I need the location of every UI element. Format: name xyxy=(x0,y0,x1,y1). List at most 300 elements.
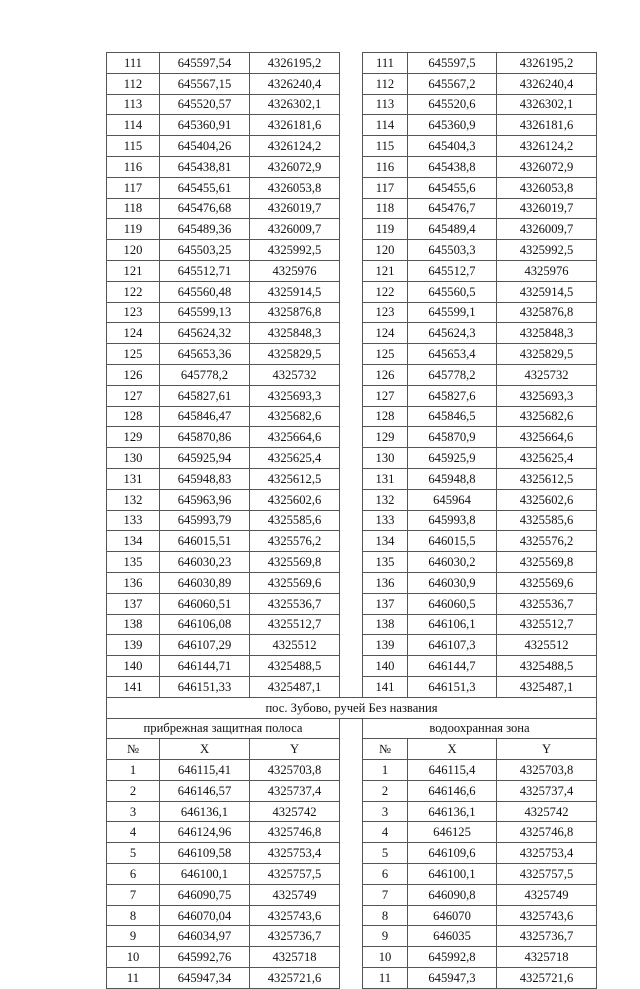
left-point-number: 117 xyxy=(107,177,160,198)
table-row xyxy=(107,926,597,947)
coordinates-document xyxy=(106,52,596,989)
right-point-number: 5 xyxy=(363,843,408,864)
right-point-number: 123 xyxy=(363,302,408,323)
right-y-coordinate: 4325736,7 xyxy=(497,926,597,947)
section-block xyxy=(107,697,597,759)
right-x-coordinate: 645520,6 xyxy=(408,94,497,115)
right-point-number: 7 xyxy=(363,884,408,905)
left-y-coordinate: 4325602,6 xyxy=(250,489,340,510)
left-point-number: 9 xyxy=(107,926,160,947)
right-y-coordinate: 4325718 xyxy=(497,947,597,968)
top-table-body xyxy=(107,53,597,698)
left-y-coordinate: 4325757,5 xyxy=(250,864,340,885)
right-y-coordinate: 4326019,7 xyxy=(497,198,597,219)
table-row xyxy=(107,260,597,281)
coordinates-table xyxy=(106,52,597,989)
right-y-coordinate: 4326195,2 xyxy=(497,53,597,74)
right-col-header-no: № xyxy=(363,739,408,760)
left-point-number: 6 xyxy=(107,864,160,885)
left-y-coordinate: 4325703,8 xyxy=(250,760,340,781)
table-row xyxy=(107,884,597,905)
table-row xyxy=(107,156,597,177)
table-row xyxy=(107,240,597,261)
left-point-number: 10 xyxy=(107,947,160,968)
left-x-coordinate: 645438,81 xyxy=(160,156,250,177)
right-point-number: 112 xyxy=(363,73,408,94)
left-x-coordinate: 645520,57 xyxy=(160,94,250,115)
right-x-coordinate: 646030,9 xyxy=(408,572,497,593)
column-gap xyxy=(340,864,363,885)
right-x-coordinate: 646060,5 xyxy=(408,593,497,614)
right-y-coordinate: 4326124,2 xyxy=(497,136,597,157)
left-point-number: 120 xyxy=(107,240,160,261)
left-col-header-no: № xyxy=(107,739,160,760)
table-row xyxy=(107,510,597,531)
left-col-header-x: X xyxy=(160,739,250,760)
right-y-coordinate: 4326072,9 xyxy=(497,156,597,177)
column-gap xyxy=(340,323,363,344)
table-row xyxy=(107,614,597,635)
column-gap xyxy=(340,177,363,198)
left-y-coordinate: 4325753,4 xyxy=(250,843,340,864)
right-x-coordinate: 645455,6 xyxy=(408,177,497,198)
left-y-coordinate: 4326240,4 xyxy=(250,73,340,94)
left-point-number: 128 xyxy=(107,406,160,427)
right-y-coordinate: 4326302,1 xyxy=(497,94,597,115)
right-point-number: 114 xyxy=(363,115,408,136)
column-gap xyxy=(340,73,363,94)
right-col-header-y: Y xyxy=(497,739,597,760)
right-x-coordinate: 645438,8 xyxy=(408,156,497,177)
left-y-coordinate: 4326124,2 xyxy=(250,136,340,157)
column-gap xyxy=(340,905,363,926)
right-y-coordinate: 4325569,6 xyxy=(497,572,597,593)
column-gap xyxy=(340,385,363,406)
left-x-coordinate: 645404,26 xyxy=(160,136,250,157)
left-point-number: 2 xyxy=(107,780,160,801)
table-row xyxy=(107,281,597,302)
bottom-table-body xyxy=(107,760,597,989)
left-y-coordinate: 4325743,6 xyxy=(250,905,340,926)
right-y-coordinate: 4325829,5 xyxy=(497,344,597,365)
section-title: пос. Зубово, ручей Без названия xyxy=(107,697,597,718)
column-gap xyxy=(340,531,363,552)
right-point-number: 113 xyxy=(363,94,408,115)
left-x-coordinate: 646107,29 xyxy=(160,635,250,656)
right-x-coordinate: 645993,8 xyxy=(408,510,497,531)
right-y-coordinate: 4325602,6 xyxy=(497,489,597,510)
left-point-number: 113 xyxy=(107,94,160,115)
right-point-number: 128 xyxy=(363,406,408,427)
right-y-coordinate: 4325757,5 xyxy=(497,864,597,885)
left-point-number: 115 xyxy=(107,136,160,157)
left-y-coordinate: 4325536,7 xyxy=(250,593,340,614)
right-point-number: 129 xyxy=(363,427,408,448)
right-y-coordinate: 4325914,5 xyxy=(497,281,597,302)
right-x-coordinate: 646107,3 xyxy=(408,635,497,656)
left-y-coordinate: 4326195,2 xyxy=(250,53,340,74)
table-row xyxy=(107,760,597,781)
right-x-coordinate: 646115,4 xyxy=(408,760,497,781)
left-y-coordinate: 4325569,6 xyxy=(250,572,340,593)
right-y-coordinate: 4325737,4 xyxy=(497,780,597,801)
left-x-coordinate: 645455,61 xyxy=(160,177,250,198)
left-x-coordinate: 645597,54 xyxy=(160,53,250,74)
right-x-coordinate: 646090,8 xyxy=(408,884,497,905)
right-y-coordinate: 4325569,8 xyxy=(497,552,597,573)
column-gap xyxy=(340,364,363,385)
column-gap xyxy=(340,94,363,115)
column-gap xyxy=(340,760,363,781)
left-point-number: 125 xyxy=(107,344,160,365)
right-point-number: 11 xyxy=(363,968,408,989)
column-gap xyxy=(340,468,363,489)
left-heading: прибрежная защитная полоса xyxy=(107,718,340,739)
left-y-coordinate: 4325625,4 xyxy=(250,448,340,469)
left-point-number: 137 xyxy=(107,593,160,614)
left-point-number: 139 xyxy=(107,635,160,656)
column-gap xyxy=(340,136,363,157)
left-x-coordinate: 645476,68 xyxy=(160,198,250,219)
left-y-coordinate: 4325742 xyxy=(250,801,340,822)
left-point-number: 1 xyxy=(107,760,160,781)
column-gap xyxy=(340,260,363,281)
right-x-coordinate: 645846,5 xyxy=(408,406,497,427)
right-point-number: 127 xyxy=(363,385,408,406)
left-x-coordinate: 646100,1 xyxy=(160,864,250,885)
right-x-coordinate: 645404,3 xyxy=(408,136,497,157)
table-row xyxy=(107,448,597,469)
right-x-coordinate: 646144,7 xyxy=(408,656,497,677)
column-gap xyxy=(340,780,363,801)
table-row xyxy=(107,864,597,885)
right-y-coordinate: 4325703,8 xyxy=(497,760,597,781)
left-y-coordinate: 4325848,3 xyxy=(250,323,340,344)
left-point-number: 122 xyxy=(107,281,160,302)
right-y-coordinate: 4325992,5 xyxy=(497,240,597,261)
right-y-coordinate: 4325876,8 xyxy=(497,302,597,323)
left-x-coordinate: 645925,94 xyxy=(160,448,250,469)
right-x-coordinate: 646070 xyxy=(408,905,497,926)
right-y-coordinate: 4325664,6 xyxy=(497,427,597,448)
left-x-coordinate: 645567,15 xyxy=(160,73,250,94)
table-row xyxy=(107,489,597,510)
right-y-coordinate: 4326240,4 xyxy=(497,73,597,94)
left-x-coordinate: 645560,48 xyxy=(160,281,250,302)
right-y-coordinate: 4325749 xyxy=(497,884,597,905)
left-point-number: 4 xyxy=(107,822,160,843)
right-point-number: 9 xyxy=(363,926,408,947)
left-point-number: 127 xyxy=(107,385,160,406)
left-point-number: 5 xyxy=(107,843,160,864)
right-x-coordinate: 645476,7 xyxy=(408,198,497,219)
right-point-number: 133 xyxy=(363,510,408,531)
right-y-coordinate: 4325576,2 xyxy=(497,531,597,552)
right-point-number: 138 xyxy=(363,614,408,635)
right-x-coordinate: 645870,9 xyxy=(408,427,497,448)
right-point-number: 130 xyxy=(363,448,408,469)
column-gap xyxy=(340,739,363,760)
right-x-coordinate: 645567,2 xyxy=(408,73,497,94)
column-gap xyxy=(340,489,363,510)
left-y-coordinate: 4325992,5 xyxy=(250,240,340,261)
column-gap xyxy=(340,843,363,864)
table-row xyxy=(107,364,597,385)
left-x-coordinate: 646151,33 xyxy=(160,676,250,697)
left-y-coordinate: 4325749 xyxy=(250,884,340,905)
left-point-number: 3 xyxy=(107,801,160,822)
left-y-coordinate: 4326053,8 xyxy=(250,177,340,198)
left-x-coordinate: 645360,91 xyxy=(160,115,250,136)
table-row xyxy=(107,115,597,136)
table-row xyxy=(107,947,597,968)
column-gap xyxy=(340,801,363,822)
table-row xyxy=(107,656,597,677)
right-y-coordinate: 4326053,8 xyxy=(497,177,597,198)
left-y-coordinate: 4325829,5 xyxy=(250,344,340,365)
right-x-coordinate: 645827,6 xyxy=(408,385,497,406)
right-x-coordinate: 645560,5 xyxy=(408,281,497,302)
right-point-number: 141 xyxy=(363,676,408,697)
right-x-coordinate: 646136,1 xyxy=(408,801,497,822)
left-y-coordinate: 4326072,9 xyxy=(250,156,340,177)
table-row xyxy=(107,53,597,74)
right-x-coordinate: 645360,9 xyxy=(408,115,497,136)
right-x-coordinate: 645503,3 xyxy=(408,240,497,261)
left-x-coordinate: 645846,47 xyxy=(160,406,250,427)
column-gap xyxy=(340,968,363,989)
left-point-number: 118 xyxy=(107,198,160,219)
column-gap xyxy=(340,676,363,697)
right-y-coordinate: 4325612,5 xyxy=(497,468,597,489)
left-y-coordinate: 4325693,3 xyxy=(250,385,340,406)
column-gap xyxy=(340,718,363,739)
left-point-number: 111 xyxy=(107,53,160,74)
left-point-number: 141 xyxy=(107,676,160,697)
column-gap xyxy=(340,427,363,448)
table-row xyxy=(107,968,597,989)
left-x-coordinate: 646115,41 xyxy=(160,760,250,781)
left-x-coordinate: 645993,79 xyxy=(160,510,250,531)
left-x-coordinate: 645992,76 xyxy=(160,947,250,968)
right-x-coordinate: 646106,1 xyxy=(408,614,497,635)
right-x-coordinate: 645489,4 xyxy=(408,219,497,240)
table-row xyxy=(107,780,597,801)
right-point-number: 122 xyxy=(363,281,408,302)
left-point-number: 112 xyxy=(107,73,160,94)
column-gap xyxy=(340,947,363,968)
right-y-coordinate: 4325848,3 xyxy=(497,323,597,344)
left-point-number: 133 xyxy=(107,510,160,531)
column-gap xyxy=(340,572,363,593)
table-row xyxy=(107,385,597,406)
table-row xyxy=(107,219,597,240)
left-x-coordinate: 645947,34 xyxy=(160,968,250,989)
left-x-coordinate: 646124,96 xyxy=(160,822,250,843)
right-point-number: 115 xyxy=(363,136,408,157)
right-point-number: 124 xyxy=(363,323,408,344)
right-x-coordinate: 645964 xyxy=(408,489,497,510)
left-y-coordinate: 4325746,8 xyxy=(250,822,340,843)
left-point-number: 7 xyxy=(107,884,160,905)
table-row xyxy=(107,822,597,843)
right-point-number: 132 xyxy=(363,489,408,510)
left-y-coordinate: 4325876,8 xyxy=(250,302,340,323)
left-y-coordinate: 4325721,6 xyxy=(250,968,340,989)
table-row xyxy=(107,905,597,926)
left-x-coordinate: 646144,71 xyxy=(160,656,250,677)
column-gap xyxy=(340,240,363,261)
left-x-coordinate: 646070,04 xyxy=(160,905,250,926)
right-point-number: 6 xyxy=(363,864,408,885)
left-x-coordinate: 645489,36 xyxy=(160,219,250,240)
column-gap xyxy=(340,156,363,177)
right-point-number: 8 xyxy=(363,905,408,926)
left-x-coordinate: 645512,71 xyxy=(160,260,250,281)
left-y-coordinate: 4325612,5 xyxy=(250,468,340,489)
left-x-coordinate: 646060,51 xyxy=(160,593,250,614)
table-row xyxy=(107,177,597,198)
left-x-coordinate: 645827,61 xyxy=(160,385,250,406)
table-row xyxy=(107,531,597,552)
right-point-number: 119 xyxy=(363,219,408,240)
left-y-coordinate: 4325487,1 xyxy=(250,676,340,697)
left-col-header-y: Y xyxy=(250,739,340,760)
left-x-coordinate: 645599,13 xyxy=(160,302,250,323)
right-x-coordinate: 645624,3 xyxy=(408,323,497,344)
right-y-coordinate: 4325585,6 xyxy=(497,510,597,531)
right-y-coordinate: 4325625,4 xyxy=(497,448,597,469)
left-y-coordinate: 4326019,7 xyxy=(250,198,340,219)
left-x-coordinate: 646109,58 xyxy=(160,843,250,864)
column-gap xyxy=(340,406,363,427)
right-y-coordinate: 4325753,4 xyxy=(497,843,597,864)
right-point-number: 139 xyxy=(363,635,408,656)
left-point-number: 131 xyxy=(107,468,160,489)
right-point-number: 10 xyxy=(363,947,408,968)
left-x-coordinate: 646030,89 xyxy=(160,572,250,593)
left-x-coordinate: 646106,08 xyxy=(160,614,250,635)
right-x-coordinate: 645512,7 xyxy=(408,260,497,281)
left-y-coordinate: 4325718 xyxy=(250,947,340,968)
left-point-number: 121 xyxy=(107,260,160,281)
right-y-coordinate: 4325487,1 xyxy=(497,676,597,697)
right-point-number: 2 xyxy=(363,780,408,801)
column-gap xyxy=(340,302,363,323)
left-x-coordinate: 645948,83 xyxy=(160,468,250,489)
right-point-number: 120 xyxy=(363,240,408,261)
column-gap xyxy=(340,115,363,136)
right-point-number: 136 xyxy=(363,572,408,593)
table-row xyxy=(107,136,597,157)
left-point-number: 129 xyxy=(107,427,160,448)
left-y-coordinate: 4325732 xyxy=(250,364,340,385)
table-row xyxy=(107,468,597,489)
right-y-coordinate: 4325746,8 xyxy=(497,822,597,843)
right-point-number: 4 xyxy=(363,822,408,843)
left-x-coordinate: 646136,1 xyxy=(160,801,250,822)
table-row xyxy=(107,801,597,822)
right-x-coordinate: 645653,4 xyxy=(408,344,497,365)
left-point-number: 140 xyxy=(107,656,160,677)
column-gap xyxy=(340,593,363,614)
column-gap xyxy=(340,219,363,240)
table-row xyxy=(107,344,597,365)
left-point-number: 123 xyxy=(107,302,160,323)
table-row xyxy=(107,406,597,427)
left-point-number: 136 xyxy=(107,572,160,593)
right-x-coordinate: 645947,3 xyxy=(408,968,497,989)
left-y-coordinate: 4326181,6 xyxy=(250,115,340,136)
left-x-coordinate: 645624,32 xyxy=(160,323,250,344)
right-x-coordinate: 646151,3 xyxy=(408,676,497,697)
table-row xyxy=(107,323,597,344)
left-point-number: 119 xyxy=(107,219,160,240)
column-gap xyxy=(340,614,363,635)
right-heading: водоохранная зона xyxy=(363,718,597,739)
right-x-coordinate: 645597,5 xyxy=(408,53,497,74)
right-y-coordinate: 4325976 xyxy=(497,260,597,281)
left-x-coordinate: 646030,23 xyxy=(160,552,250,573)
left-y-coordinate: 4325736,7 xyxy=(250,926,340,947)
table-row xyxy=(107,552,597,573)
table-row xyxy=(107,73,597,94)
left-point-number: 8 xyxy=(107,905,160,926)
right-x-coordinate: 646146,6 xyxy=(408,780,497,801)
right-y-coordinate: 4325512 xyxy=(497,635,597,656)
left-point-number: 124 xyxy=(107,323,160,344)
column-gap xyxy=(340,53,363,74)
table-row xyxy=(107,302,597,323)
right-y-coordinate: 4325488,5 xyxy=(497,656,597,677)
left-point-number: 130 xyxy=(107,448,160,469)
right-x-coordinate: 645925,9 xyxy=(408,448,497,469)
table-row xyxy=(107,572,597,593)
right-point-number: 118 xyxy=(363,198,408,219)
column-gap xyxy=(340,926,363,947)
left-x-coordinate: 645963,96 xyxy=(160,489,250,510)
right-x-coordinate: 646109,6 xyxy=(408,843,497,864)
right-point-number: 134 xyxy=(363,531,408,552)
left-point-number: 126 xyxy=(107,364,160,385)
right-point-number: 135 xyxy=(363,552,408,573)
column-gap xyxy=(340,281,363,302)
right-point-number: 126 xyxy=(363,364,408,385)
right-point-number: 125 xyxy=(363,344,408,365)
left-y-coordinate: 4325512 xyxy=(250,635,340,656)
right-point-number: 3 xyxy=(363,801,408,822)
right-x-coordinate: 645599,1 xyxy=(408,302,497,323)
right-y-coordinate: 4326181,6 xyxy=(497,115,597,136)
table-row xyxy=(107,843,597,864)
right-y-coordinate: 4325732 xyxy=(497,364,597,385)
column-gap xyxy=(340,510,363,531)
column-gap xyxy=(340,884,363,905)
left-point-number: 114 xyxy=(107,115,160,136)
left-y-coordinate: 4325585,6 xyxy=(250,510,340,531)
column-gap xyxy=(340,344,363,365)
column-gap xyxy=(340,552,363,573)
right-col-header-x: X xyxy=(408,739,497,760)
right-y-coordinate: 4326009,7 xyxy=(497,219,597,240)
left-point-number: 116 xyxy=(107,156,160,177)
left-point-number: 11 xyxy=(107,968,160,989)
right-point-number: 111 xyxy=(363,53,408,74)
left-point-number: 135 xyxy=(107,552,160,573)
left-y-coordinate: 4326009,7 xyxy=(250,219,340,240)
left-y-coordinate: 4325914,5 xyxy=(250,281,340,302)
left-x-coordinate: 646034,97 xyxy=(160,926,250,947)
